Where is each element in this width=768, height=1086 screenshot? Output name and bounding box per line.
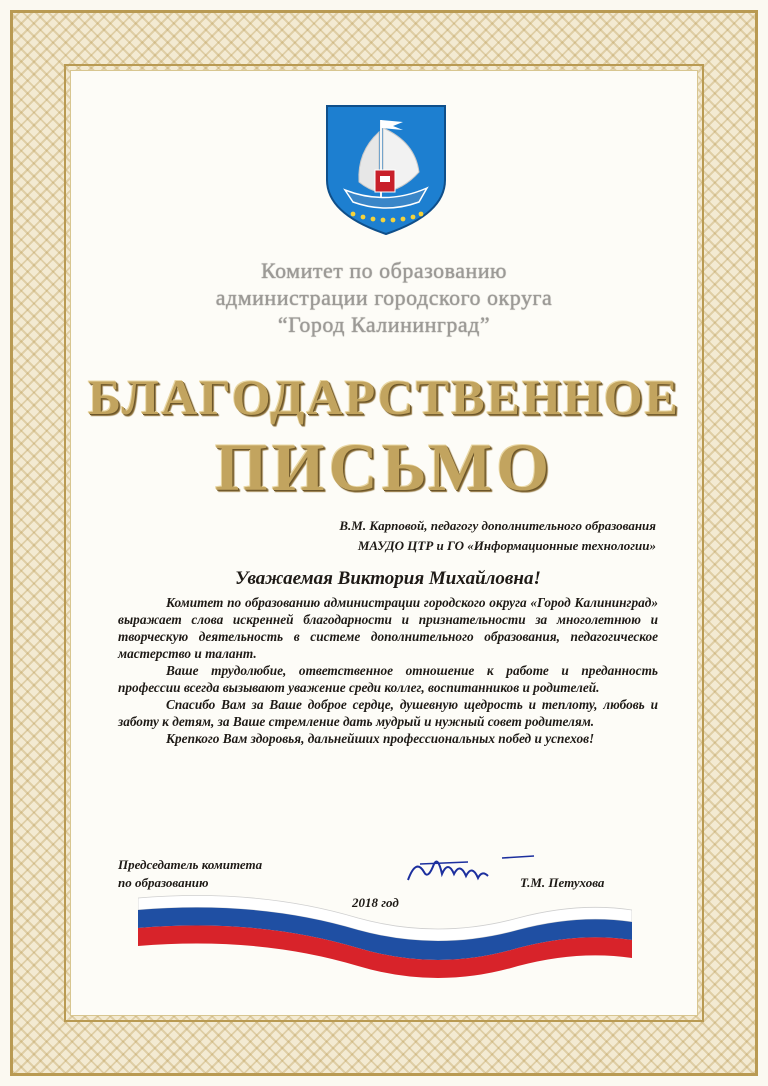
- paragraph-4: Крепкого Вам здоровья, дальнейших профессиональных побед и успехов!: [166, 731, 595, 746]
- paragraph-1: Комитет по образованию администрации городского округа «Город Калининград» выражает слова искренней благодарности и признательности за многолетнюю и творческую деятельность в системе дополнительного образования, педагогическое мастерство и талант.: [118, 595, 658, 661]
- letter-body: [118, 594, 658, 747]
- signatory-name: Т.М. Петухова: [520, 875, 605, 890]
- addressee-line-2: МАУДО ЦТР и ГО «Информационные технологии»: [357, 538, 656, 553]
- paragraph-3: Спасибо Вам за Ваше доброе сердце, душевную щедрость и теплоту, любовь и заботу к детям, за Ваше стремление дать мудрый и нужный совет родителям.: [118, 697, 658, 729]
- committee-line-2: администрации городского округа: [215, 285, 553, 310]
- committee-line-1: Комитет по образованию: [261, 258, 507, 283]
- handwritten-signature-icon: [398, 850, 538, 890]
- title-line-1: БЛАГОДАРСТВЕННОЕ: [88, 369, 680, 425]
- signatory-title: [118, 856, 262, 892]
- addressee-line-1: В.М. Карповой, педагогу дополнительного образования: [339, 518, 656, 533]
- signatory-title-line-1: Председатель комитета: [118, 857, 263, 872]
- kaliningrad-coat-of-arms-icon: [323, 102, 449, 238]
- signatory-title-line-2: по образованию: [118, 875, 209, 890]
- title-line-2: ПИСЬМО: [214, 429, 554, 505]
- greeting: Уважаемая Виктория Михайловна!: [235, 568, 541, 589]
- addressee: [150, 516, 656, 556]
- paragraph-2: Ваше трудолюбие, ответственное отношение к работе и преданность профессии всегда вызывают уважение среди коллег, воспитанников и родителей.: [118, 663, 658, 695]
- committee-line-3: “Город Калининград”: [277, 312, 491, 337]
- letter-year: 2018 год: [352, 895, 399, 910]
